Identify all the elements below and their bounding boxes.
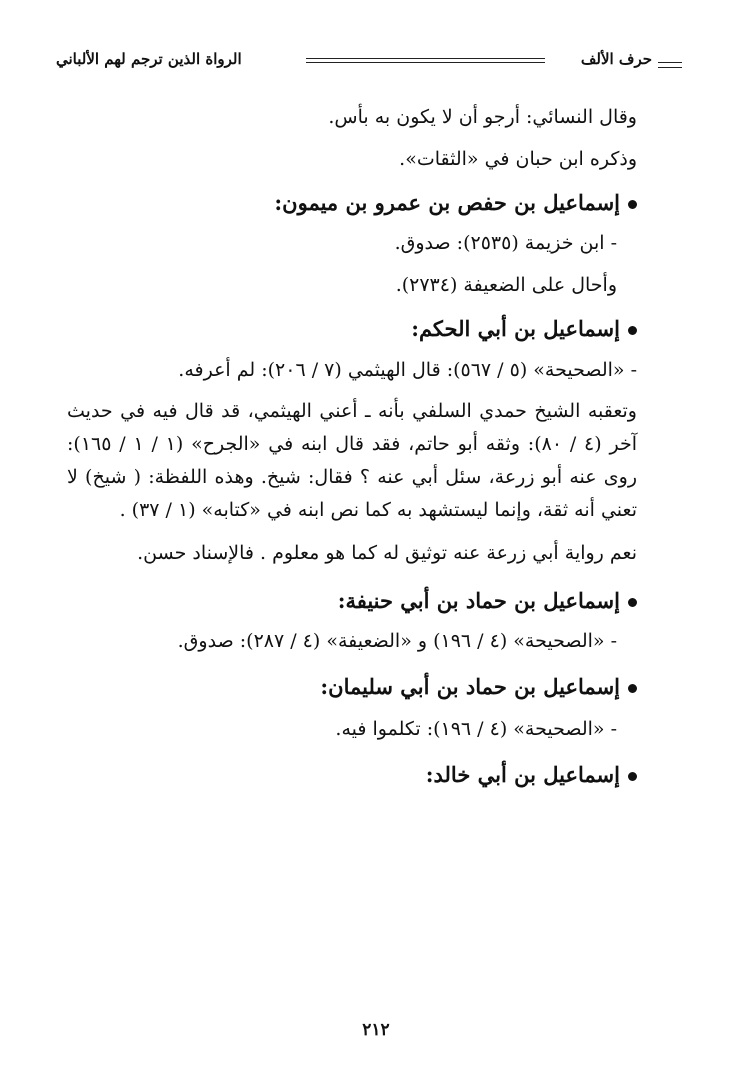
text-line: وأحال على الضعيفة (٢٧٣٤). bbox=[395, 274, 617, 296]
bullet-icon bbox=[628, 598, 637, 607]
book-title: الرواة الذين ترجم لهم الألباني bbox=[56, 50, 242, 68]
text-line: - «الصحيحة» (٤ / ١٩٦): تكلموا فيه. bbox=[335, 718, 617, 740]
bullet-icon bbox=[628, 200, 637, 209]
entry-heading: إسماعيل بن أبي الحكم: bbox=[67, 312, 637, 346]
entry-heading: إسماعيل بن حماد بن أبي سليمان: bbox=[67, 670, 637, 704]
entry-heading: إسماعيل بن حفص بن عمرو بن ميمون: bbox=[67, 186, 637, 220]
bullet-icon bbox=[628, 326, 637, 335]
text-line: وقال النسائي: أرجو أن لا يكون به بأس. bbox=[328, 106, 637, 128]
entry-heading: إسماعيل بن حماد بن أبي حنيفة: bbox=[67, 584, 637, 618]
bullet-icon bbox=[628, 772, 637, 781]
text-line: - «الصحيحة» (٤ / ١٩٦) و «الضعيفة» (٤ / ٢٨٧): صدوق. bbox=[177, 630, 617, 652]
page-header bbox=[56, 46, 680, 74]
text-paragraph: - «الصحيحة» (٥ / ٥٦٧): قال الهيثمي (٧ / ٢٠٦): لم أعرفه. bbox=[178, 359, 637, 381]
page-number: ٢١٢ bbox=[362, 1020, 390, 1040]
text-paragraph: وتعقبه الشيخ حمدي السلفي بأنه ـ أعني الهيثمي، قد قال فيه في حديث آخر (٤ / ٨٠): وثقه أبو حاتم، فقد قال ابنه في «الجرح» (١ / ١ / ١٦٥): روى عنه أبو زرعة، سئل أبي عنه ؟ فقال: شيخ. وهذه اللفظة: ( شيخ) لا تعني أنه ثقة، وإنما ليستشهد به كما نص ابنه في «كتابه» (١ / ٣٧) . bbox=[67, 400, 637, 521]
chapter-heading: حرف الألف bbox=[581, 50, 680, 68]
text-paragraph: نعم رواية أبي زرعة عنه توثيق له كما هو معلوم . فالإسناد حسن. bbox=[137, 542, 637, 564]
header-rule bbox=[306, 58, 545, 63]
text-line: - ابن خزيمة (٢٥٣٥): صدوق. bbox=[394, 232, 617, 254]
header-ornament bbox=[658, 62, 682, 68]
page-body bbox=[67, 100, 637, 792]
bullet-icon bbox=[628, 684, 637, 693]
text-line: وذكره ابن حبان في «الثقات». bbox=[399, 148, 637, 170]
entry-heading: إسماعيل بن أبي خالد: bbox=[67, 758, 637, 792]
